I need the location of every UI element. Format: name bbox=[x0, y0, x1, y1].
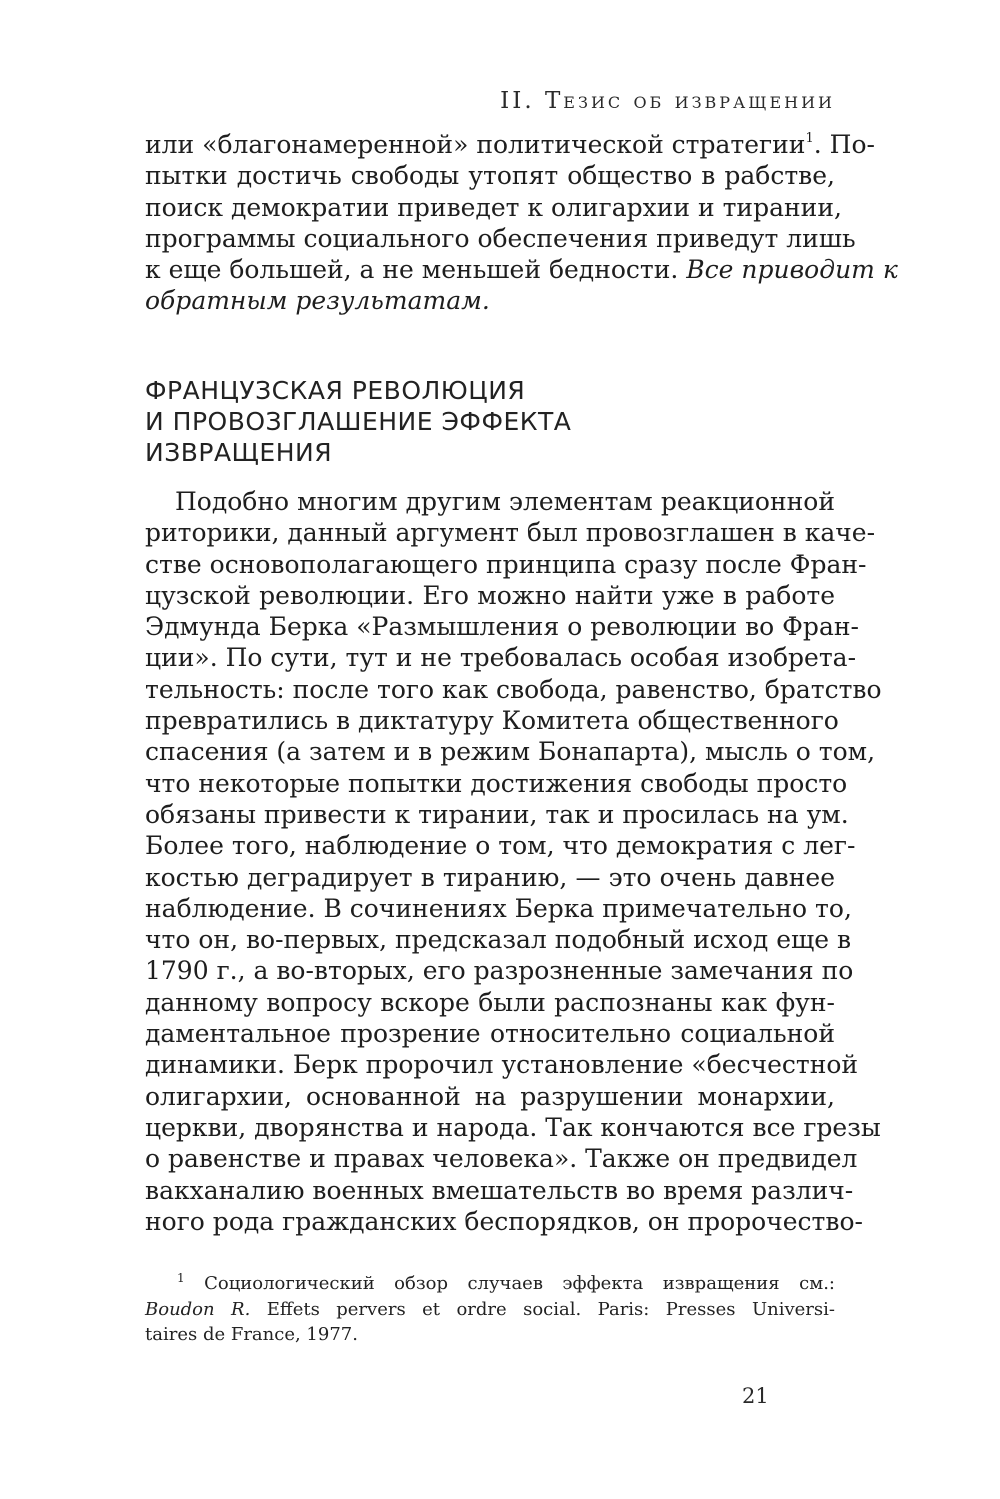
page-number: 21 bbox=[742, 1384, 769, 1408]
text-line: ного рода гражданских беспорядков, он пророчество- bbox=[145, 1206, 863, 1236]
footnote-line bbox=[177, 1271, 835, 1297]
footnote-text: Effets pervers et ordre social. Paris: Presses Universi- bbox=[266, 1298, 835, 1320]
text-line bbox=[145, 285, 835, 316]
heading-line: И ПРОВОЗГЛАШЕНИЕ ЭФФЕКТА bbox=[145, 407, 572, 436]
text-line: Более того, наблюдение о том, что демократия с лег- bbox=[145, 831, 856, 861]
text-line: пытки достичь свободы утопят общество в рабстве, bbox=[145, 161, 835, 191]
text-span: . По- bbox=[813, 130, 875, 159]
text-line: наблюдение. В сочинениях Берка примечательно то, bbox=[145, 893, 852, 923]
text-line: Эдмунда Берка «Размышления о революции во Фран- bbox=[145, 612, 859, 642]
text-line: обязаны привести к тирании, так и просилась на ум. bbox=[145, 799, 849, 829]
text-line bbox=[145, 254, 898, 285]
emphasis-text: Все приводит к bbox=[686, 255, 898, 285]
section-heading bbox=[145, 375, 835, 468]
text-line: что некоторые попытки достижения свободы просто bbox=[145, 768, 848, 798]
text-line: ции». По сути, тут и не требовалась особая изобрета- bbox=[145, 643, 857, 673]
heading-line: ИЗВРАЩЕНИЯ bbox=[145, 438, 333, 467]
footnote-line bbox=[145, 1297, 835, 1323]
text-line: стве основополагающего принципа сразу после Фран- bbox=[145, 549, 867, 579]
text-span: или «благонамеренной» политической стратегии bbox=[145, 130, 806, 159]
running-head: II. Тезис об извращении bbox=[500, 88, 835, 114]
text-line: вакханалию военных вмешательств во время различ- bbox=[145, 1175, 854, 1205]
paragraph-body bbox=[145, 486, 882, 1237]
text-line bbox=[145, 129, 875, 160]
footnote bbox=[145, 1271, 835, 1348]
text-line: олигархии, основанной на разрушении монархии, bbox=[145, 1081, 835, 1111]
text-line: церкви, дворянства и народа. Так кончаются все грезы bbox=[145, 1112, 881, 1142]
text-line: костью деградирует в тиранию, — это очень давнее bbox=[145, 862, 835, 892]
paragraph-intro bbox=[145, 129, 898, 317]
text-line: данному вопросу вскоре были распознаны как фун- bbox=[145, 987, 835, 1017]
text-line: тельность: после того как свобода, равенство, братство bbox=[145, 674, 882, 704]
text-line: цузской революции. Его можно найти уже в работе bbox=[145, 580, 835, 610]
footnote-line: taires de France, 1977. bbox=[145, 1324, 358, 1345]
footnote-text: Социологический обзор случаев эффекта извращения см.: bbox=[204, 1273, 835, 1294]
text-line: риторики, данный аргумент был провозглашен в каче- bbox=[145, 518, 876, 548]
text-line: спасения (а затем и в режим Бонапарта), мысль о том, bbox=[145, 737, 876, 767]
text-line: о равенстве и правах человека». Также он предвидел bbox=[145, 1144, 858, 1174]
text-line: программы социального обеспечения приведут лишь bbox=[145, 223, 856, 253]
text-line: Подобно многим другим элементам реакционной bbox=[175, 487, 835, 516]
heading-line: ФРАНЦУЗСКАЯ РЕВОЛЮЦИЯ bbox=[145, 376, 526, 405]
text-line: превратились в диктатуру Комитета общественного bbox=[145, 706, 839, 736]
footnote-marker: 1 bbox=[177, 1271, 185, 1285]
text-span: к еще большей, а не меньшей бедности. bbox=[145, 255, 687, 285]
text-line: даментальное прозрение относительно социальной bbox=[145, 1019, 835, 1049]
text-line: динамики. Берк пророчил установление «бесчестной bbox=[145, 1050, 859, 1080]
text-line: поиск демократии приведет к олигархии и тирании, bbox=[145, 192, 842, 222]
footnote-ref: 1 bbox=[805, 131, 814, 146]
text-line: 1790 г., а во-вторых, его разрозненные замечания по bbox=[145, 956, 854, 986]
footnote-author: Boudon R. bbox=[145, 1298, 251, 1320]
emphasis-text: обратным результатам. bbox=[145, 286, 490, 316]
text-line: что он, во-первых, предсказал подобный исход еще в bbox=[145, 925, 852, 955]
